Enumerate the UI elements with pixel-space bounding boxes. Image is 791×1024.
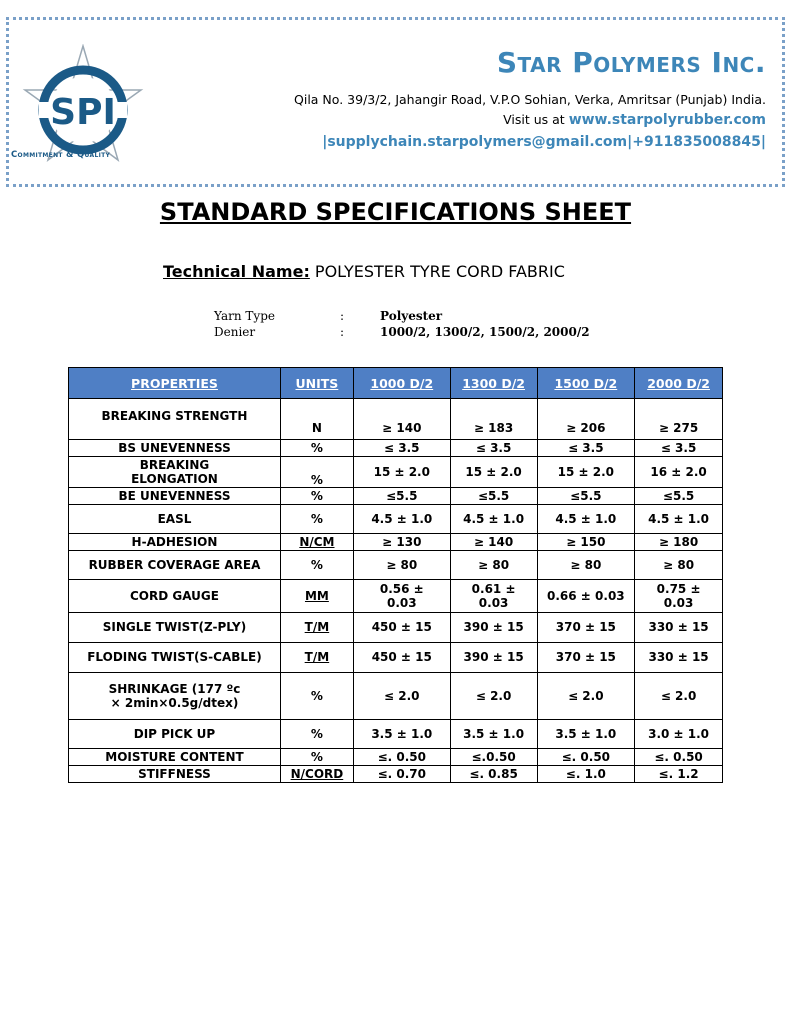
value-cell: ≤.0.50	[450, 749, 537, 766]
value-cell: 0.61 ± 0.03	[450, 580, 537, 613]
value-cell: 0.75 ± 0.03	[635, 580, 723, 613]
value-cell: 370 ± 15	[537, 613, 635, 643]
denier-colon: :	[340, 325, 345, 339]
value-cell: ≤ 2.0	[635, 673, 723, 720]
value-cell: ≥ 80	[537, 551, 635, 580]
value-cell: 4.5 ± 1.0	[635, 505, 723, 534]
denier-value: 1000/2, 1300/2, 1500/2, 2000/2	[380, 325, 590, 339]
property-cell: EASL	[69, 505, 281, 534]
unit-cell: %	[280, 749, 353, 766]
visit-line	[503, 112, 766, 128]
technical-name-label: Technical Name:	[163, 262, 310, 281]
property-cell: SHRINKAGE (177 ºc × 2min×0.5g/dtex)	[69, 673, 281, 720]
table-row	[69, 613, 723, 643]
property-cell: DIP PICK UP	[69, 720, 281, 749]
logo-tagline: Commitment & Quality	[11, 150, 111, 160]
value-cell: ≤5.5	[635, 488, 723, 505]
table-row	[69, 399, 723, 440]
table-row	[69, 505, 723, 534]
unit-cell: %	[280, 673, 353, 720]
unit-cell: %	[280, 720, 353, 749]
table-row	[69, 580, 723, 613]
unit-cell: N/CORD	[280, 766, 353, 783]
table-row	[69, 440, 723, 457]
table-row	[69, 643, 723, 673]
property-cell: RUBBER COVERAGE AREA	[69, 551, 281, 580]
value-cell: ≤ 2.0	[353, 673, 450, 720]
yarn-type-colon: :	[340, 309, 345, 323]
col-header-1000d2: 1000 D/2	[353, 368, 450, 399]
unit-cell: N/CM	[280, 534, 353, 551]
unit-cell: %	[280, 551, 353, 580]
value-cell: 15 ± 2.0	[537, 457, 635, 488]
yarn-type-key: Yarn Type	[214, 309, 275, 323]
value-cell: 4.5 ± 1.0	[537, 505, 635, 534]
value-cell: 390 ± 15	[450, 613, 537, 643]
visit-prefix: Visit us at	[503, 112, 569, 127]
unit-cell: T/M	[280, 613, 353, 643]
property-cell: STIFFNESS	[69, 766, 281, 783]
value-cell: ≤ 3.5	[450, 440, 537, 457]
company-name: Star Polymers Inc.	[496, 46, 766, 79]
value-cell: ≥ 130	[353, 534, 450, 551]
value-cell: 450 ± 15	[353, 613, 450, 643]
unit-cell: %	[280, 505, 353, 534]
value-cell: 330 ± 15	[635, 613, 723, 643]
value-cell: 16 ± 2.0	[635, 457, 723, 488]
value-cell: 370 ± 15	[537, 643, 635, 673]
table-row	[69, 749, 723, 766]
value-cell: ≤ 3.5	[537, 440, 635, 457]
value-cell: 15 ± 2.0	[353, 457, 450, 488]
spi-logo	[19, 44, 147, 184]
table-row	[69, 457, 723, 488]
value-cell: ≤ 2.0	[537, 673, 635, 720]
property-cell: MOISTURE CONTENT	[69, 749, 281, 766]
property-cell: CORD GAUGE	[69, 580, 281, 613]
website-link[interactable]: www.starpolyrubber.com	[568, 112, 766, 128]
table-row	[69, 551, 723, 580]
col-header-1500d2: 1500 D/2	[537, 368, 635, 399]
value-cell: 3.0 ± 1.0	[635, 720, 723, 749]
value-cell: ≥ 150	[537, 534, 635, 551]
table-row	[69, 488, 723, 505]
value-cell: ≤. 0.50	[537, 749, 635, 766]
unit-cell: N	[280, 399, 353, 440]
technical-name-value: POLYESTER TYRE CORD FABRIC	[309, 262, 565, 281]
value-cell: 15 ± 2.0	[450, 457, 537, 488]
col-header-properties: PROPERTIES	[69, 368, 281, 399]
value-cell: ≥ 183	[450, 399, 537, 440]
value-cell: ≤. 0.50	[635, 749, 723, 766]
denier-key: Denier	[214, 325, 256, 339]
value-cell: 330 ± 15	[635, 643, 723, 673]
col-header-2000d2: 2000 D/2	[635, 368, 723, 399]
value-cell: 3.5 ± 1.0	[450, 720, 537, 749]
value-cell: ≥ 80	[450, 551, 537, 580]
col-header-1300d2: 1300 D/2	[450, 368, 537, 399]
property-cell: H-ADHESION	[69, 534, 281, 551]
unit-cell: MM	[280, 580, 353, 613]
property-cell: FLODING TWIST(S-CABLE)	[69, 643, 281, 673]
document-title: STANDARD SPECIFICATIONS SHEET	[159, 198, 632, 226]
value-cell: ≥ 206	[537, 399, 635, 440]
value-cell: ≤5.5	[450, 488, 537, 505]
value-cell: ≤. 0.70	[353, 766, 450, 783]
value-cell: ≤. 0.85	[450, 766, 537, 783]
value-cell: 390 ± 15	[450, 643, 537, 673]
value-cell: ≤. 0.50	[353, 749, 450, 766]
value-cell: 0.56 ± 0.03	[353, 580, 450, 613]
value-cell: 3.5 ± 1.0	[537, 720, 635, 749]
value-cell: ≥ 140	[450, 534, 537, 551]
property-cell: BREAKING ELONGATION	[69, 457, 281, 488]
value-cell: ≥ 180	[635, 534, 723, 551]
specifications-table	[68, 367, 723, 783]
logo-text: SPI	[50, 92, 116, 133]
value-cell: ≤ 3.5	[635, 440, 723, 457]
col-header-units: UNITS	[280, 368, 353, 399]
value-cell: 4.5 ± 1.0	[450, 505, 537, 534]
table-row	[69, 720, 723, 749]
value-cell: ≤5.5	[353, 488, 450, 505]
table-row	[69, 766, 723, 783]
value-cell: ≥ 80	[353, 551, 450, 580]
company-address: Qila No. 39/3/2, Jahangir Road, V.P.O Sohian, Verka, Amritsar (Punjab) India.	[294, 92, 766, 107]
value-cell: 3.5 ± 1.0	[353, 720, 450, 749]
value-cell: ≤. 1.2	[635, 766, 723, 783]
property-cell: SINGLE TWIST(Z-PLY)	[69, 613, 281, 643]
contact-line[interactable]: |supplychain.starpolymers@gmail.com|+911835008845|	[322, 134, 766, 150]
value-cell: 0.66 ± 0.03	[537, 580, 635, 613]
value-cell: ≥ 80	[635, 551, 723, 580]
unit-cell: %	[280, 488, 353, 505]
unit-cell: T/M	[280, 643, 353, 673]
letterhead	[6, 17, 785, 187]
value-cell: ≤. 1.0	[537, 766, 635, 783]
yarn-type-value: Polyester	[380, 309, 443, 323]
value-cell: ≤ 3.5	[353, 440, 450, 457]
property-cell: BE UNEVENNESS	[69, 488, 281, 505]
table-row	[69, 534, 723, 551]
table-row	[69, 673, 723, 720]
value-cell: ≤5.5	[537, 488, 635, 505]
value-cell: 4.5 ± 1.0	[353, 505, 450, 534]
value-cell: 450 ± 15	[353, 643, 450, 673]
value-cell: ≤ 2.0	[450, 673, 537, 720]
unit-cell: %	[280, 457, 353, 488]
technical-name	[163, 262, 565, 281]
table-header-row	[69, 368, 723, 399]
property-cell: BREAKING STRENGTH	[69, 399, 281, 440]
unit-cell: %	[280, 440, 353, 457]
value-cell: ≥ 140	[353, 399, 450, 440]
value-cell: ≥ 275	[635, 399, 723, 440]
property-cell: BS UNEVENNESS	[69, 440, 281, 457]
